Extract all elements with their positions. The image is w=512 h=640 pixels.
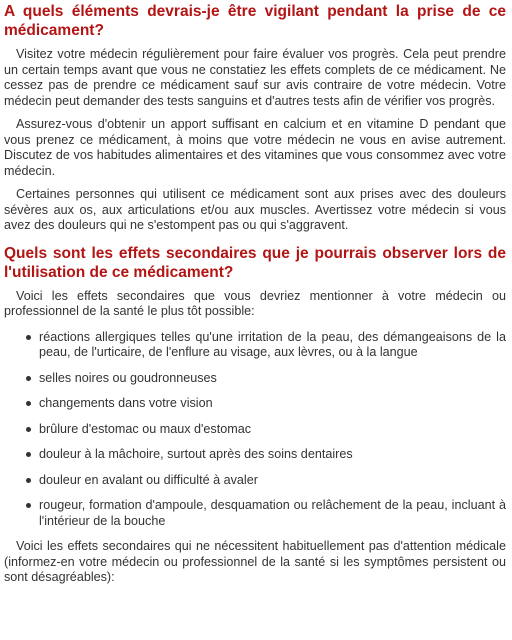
paragraph-pain: Certaines personnes qui utilisent ce médicament sont aux prises avec des douleurs sévères aux os, aux articulations et/ou aux muscles. Avertissez votre médecin si vous avez des douleurs qui ne s'estompent pas ou qui s'aggravent. [4,187,506,232]
list-item [26,447,506,463]
bullet-icon [26,335,31,340]
paragraph-side-effects-outro: Voici les effets secondaires qui ne nécessitent habituellement pas d'attention médicale (informez-en votre médecin ou professionnel de la santé si les symptômes persistent ou sont désagréables): [4,539,506,584]
list-item-text: rougeur, formation d'ampoule, desquamation ou relâchement de la peau, incluant à l'intérieur de la bouche [39,498,506,528]
list-item [26,422,506,438]
list-item [26,498,506,529]
bullet-icon [26,503,31,508]
list-item [26,473,506,489]
list-item-text: réactions allergiques telles qu'une irritation de la peau, des démangeaisons de la peau, de l'urticaire, de l'enflure au visage, aux lèvres, ou à la langue [39,329,506,359]
list-item-text: selles noires ou goudronneuses [39,370,217,385]
list-item [26,371,506,387]
list-item-text: changements dans votre vision [39,396,213,410]
bullet-icon [26,478,31,483]
bullet-icon [26,401,31,406]
list-item-text: douleur à la mâchoire, surtout après des soins dentaires [39,447,353,461]
list-item-text: brûlure d'estomac ou maux d'estomac [39,421,252,436]
bullet-icon [26,427,31,432]
paragraph-visits: Visitez votre médecin régulièrement pour faire évaluer vos progrès. Cela peut prendre un certain temps avant que vous ne constatiez les effets complets de ce médicament. Ne cessez pas de prendre ce médicament sauf sur avis contraire de votre médecin. Votre médecin peut demander des tests sanguins et d'autres tests afin de vérifier vos progrès. [4,47,506,108]
list-item-text: douleur en avalant ou difficulté à avaler [39,472,258,487]
section-heading-side-effects: Quels sont les effets secondaires que je pourrais observer lors de l'utilisation de ce médicament? [4,244,506,281]
section-heading-vigilance: A quels éléments devrais-je être vigilant pendant la prise de ce médicament? [4,3,506,39]
side-effects-list [4,330,506,530]
paragraph-side-effects-intro: Voici les effets secondaires que vous devriez mentionner à votre médecin ou professionnel de la santé le plus tôt possible: [4,288,506,318]
list-item [26,396,506,412]
bullet-icon [26,452,31,457]
list-item [26,330,506,361]
paragraph-calcium: Assurez-vous d'obtenir un apport suffisant en calcium et en vitamine D pendant que vous prenez ce médicament, à moins que votre médecin ne vous en avise autrement. Discutez de vos habitudes alimentaires et des vitamines que vous consommez avec votre médecin. [4,117,506,178]
bullet-icon [26,376,31,381]
